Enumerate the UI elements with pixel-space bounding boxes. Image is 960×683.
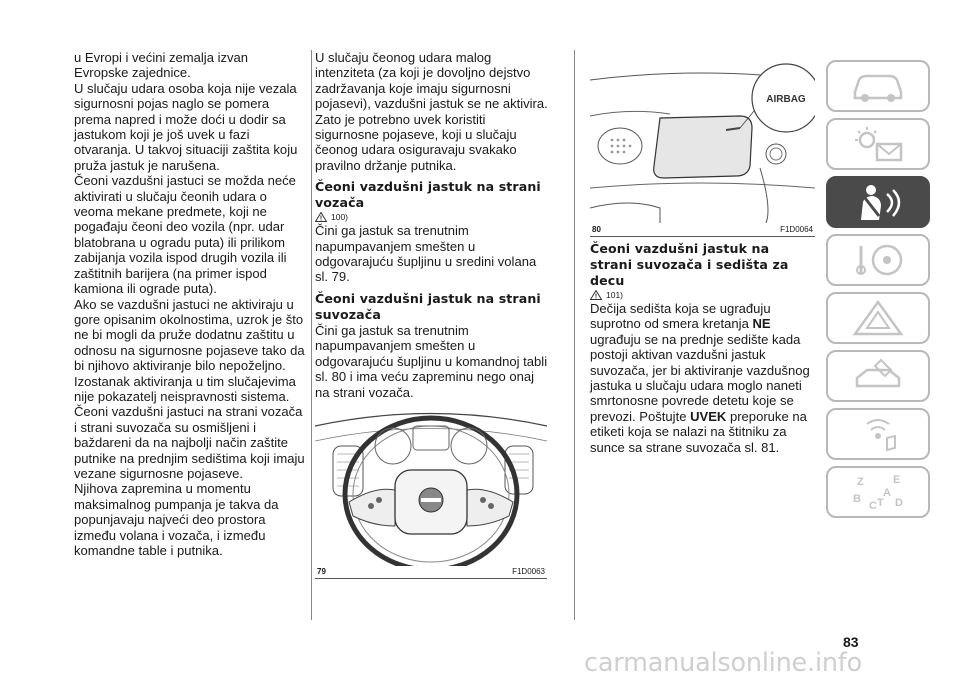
seatbelt-airbag-icon xyxy=(847,182,909,222)
column-divider xyxy=(311,50,312,620)
warning-reference xyxy=(315,211,550,223)
tab-maintenance[interactable] xyxy=(826,350,930,402)
airbag-label: AIRBAG xyxy=(766,94,806,105)
figure-80-dashboard-airbag xyxy=(590,58,815,237)
paragraph: Čeoni vazdušni jastuci na strani vozača i strani suvozača su osmišljeni i baždareni da na najbolji način zaštite putnike na prednjim sedištima koji imaju vezane sigurnosne pojaseve. xyxy=(74,404,305,481)
section-heading: Čeoni vazdušni jastuk na strani suvozača xyxy=(315,290,541,322)
paragraph: U slučaju udara osoba koja nije vezala sigurnosni pojas naglo se pomera prema napred i može doći u dodir sa jastukom koji je još uvek u fazi otvaranja. U takvoj situaciji zaštita koju pruža jastuk je narušena. xyxy=(74,80,298,173)
paragraph: Čini ga jastuk sa trenutnim napumpavanjem smešten u odgovarajuću šupljinu u komandnoj tabli sl. 80 i ima veću zapreminu nego onaj na strani vozača. xyxy=(315,322,548,400)
figure-number: 80 xyxy=(592,225,601,234)
index-letter: A xyxy=(883,487,891,499)
tab-car[interactable] xyxy=(826,60,930,112)
breakdown-triangle-icon xyxy=(847,298,909,338)
index-letter: E xyxy=(893,474,901,486)
steering-wheel-illustration xyxy=(315,406,547,566)
column-2 xyxy=(315,50,550,579)
page-number: 83 xyxy=(843,634,859,650)
column-1 xyxy=(74,50,306,558)
watermark: carmanualsonline.info xyxy=(584,648,862,678)
warning-reference xyxy=(590,289,815,301)
paragraph: u Evropi i većini zemalja izvan Evropske zajednice. xyxy=(74,50,249,81)
index-letter: C xyxy=(869,500,877,512)
warning-number: 101) xyxy=(606,290,624,300)
tab-starting-driving[interactable] xyxy=(826,234,930,286)
column-3 xyxy=(590,50,815,455)
paragraph xyxy=(590,301,815,455)
text-run: Dečija sedišta koja se ugrađuju suprotno od smera kretanja xyxy=(590,301,771,332)
multimedia-icon xyxy=(847,414,909,454)
warning-triangle-icon xyxy=(315,212,327,222)
paragraph: U slučaju čeonog udara malog intenziteta (za koji je dovoljno dejstvo zadržavanja koje imaju sigurnosni pojasevi), vazdušni jastuk se ne aktivira. Zato je potrebno uvek koristiti sigurnosne pojaseve, koji u slučaju čeonog udara osiguravaju svakako pravilno držanje putnika. xyxy=(315,50,548,173)
paragraph: Čeoni vazdušni jastuci se možda neće aktivirati u slučaju čeonih udara o veoma mekane predmete, koji ne pogađaju čeoni deo vozila (npr. udar blatobrana u ogradu puta) ili prilikom zabijanja vozila ispod drugih vozila ili zaštitnih barijera (na primer ispod kamiona ili ograde puta). xyxy=(74,173,296,297)
warning-triangle-icon xyxy=(590,290,602,300)
section-heading: Čeoni vazdušni jastuk na strani vozača xyxy=(315,179,541,211)
dashboard-illustration xyxy=(590,58,815,223)
paragraph: Ako se vazdušni jastuci ne aktiviraju u gore opisanim okolnostima, uzrok je što ne bi mogli da pruže dodatnu zaštitu u odnosu na sigurnosne pojaseve tako da bi njihovo aktiviranje bilo nepoželjno. Izostanak aktiviranja u tim slučajevima nije pokazatelj neispravnosti sistema. xyxy=(74,296,305,404)
tab-warning-lights[interactable] xyxy=(826,118,930,170)
maintenance-icon xyxy=(847,356,909,396)
emphasis: UVEK xyxy=(690,408,727,424)
tab-emergency[interactable] xyxy=(826,292,930,344)
figure-number: 79 xyxy=(317,566,326,576)
index-letter: Z xyxy=(857,476,864,488)
tab-multimedia[interactable] xyxy=(826,408,930,460)
warning-lights-icon xyxy=(847,124,909,164)
steering-key-icon xyxy=(847,240,909,280)
tab-safety[interactable] xyxy=(826,176,930,228)
text-run: preporuke na etiketi koja se nalazi na štitniku za sunce sa strane suvozača sl. 81. xyxy=(590,408,807,455)
car-icon xyxy=(847,66,909,106)
paragraph: Njihova zapremina u momentu maksimalnog pumpanja je takva da popunjavaju najveći deo prostora između volana i vozača, i između komandne table i putnika. xyxy=(74,481,279,558)
figure-79-steering-wheel xyxy=(315,406,547,579)
index-icon xyxy=(847,472,909,512)
chapter-tabs xyxy=(826,60,930,524)
index-letter: T xyxy=(877,497,884,509)
text-run: ugrađuju se na prednje sedište kada postoji aktivan vazdušni jastuk suvozača, jer bi aktiviranje vazdušnog jastuka u slučaju udara moglo naneti smrtonosne povrede detetu koje se prevozi. Poštujte xyxy=(590,331,810,424)
figure-code: F1D0063 xyxy=(512,566,545,576)
tab-index[interactable] xyxy=(826,466,930,518)
warning-number: 100) xyxy=(331,212,349,223)
paragraph: Čini ga jastuk sa trenutnim napumpavanjem smešten u odgovarajuću šupljinu u sredini volana sl. 79. xyxy=(315,223,537,285)
emphasis: NE xyxy=(752,316,771,332)
column-divider xyxy=(574,50,575,620)
figure-code: F1D0064 xyxy=(780,225,813,234)
section-heading: Čeoni vazdušni jastuk na strani suvozača i sedišta za decu xyxy=(590,241,789,288)
index-letter: D xyxy=(895,497,903,509)
index-letter: B xyxy=(853,493,861,505)
